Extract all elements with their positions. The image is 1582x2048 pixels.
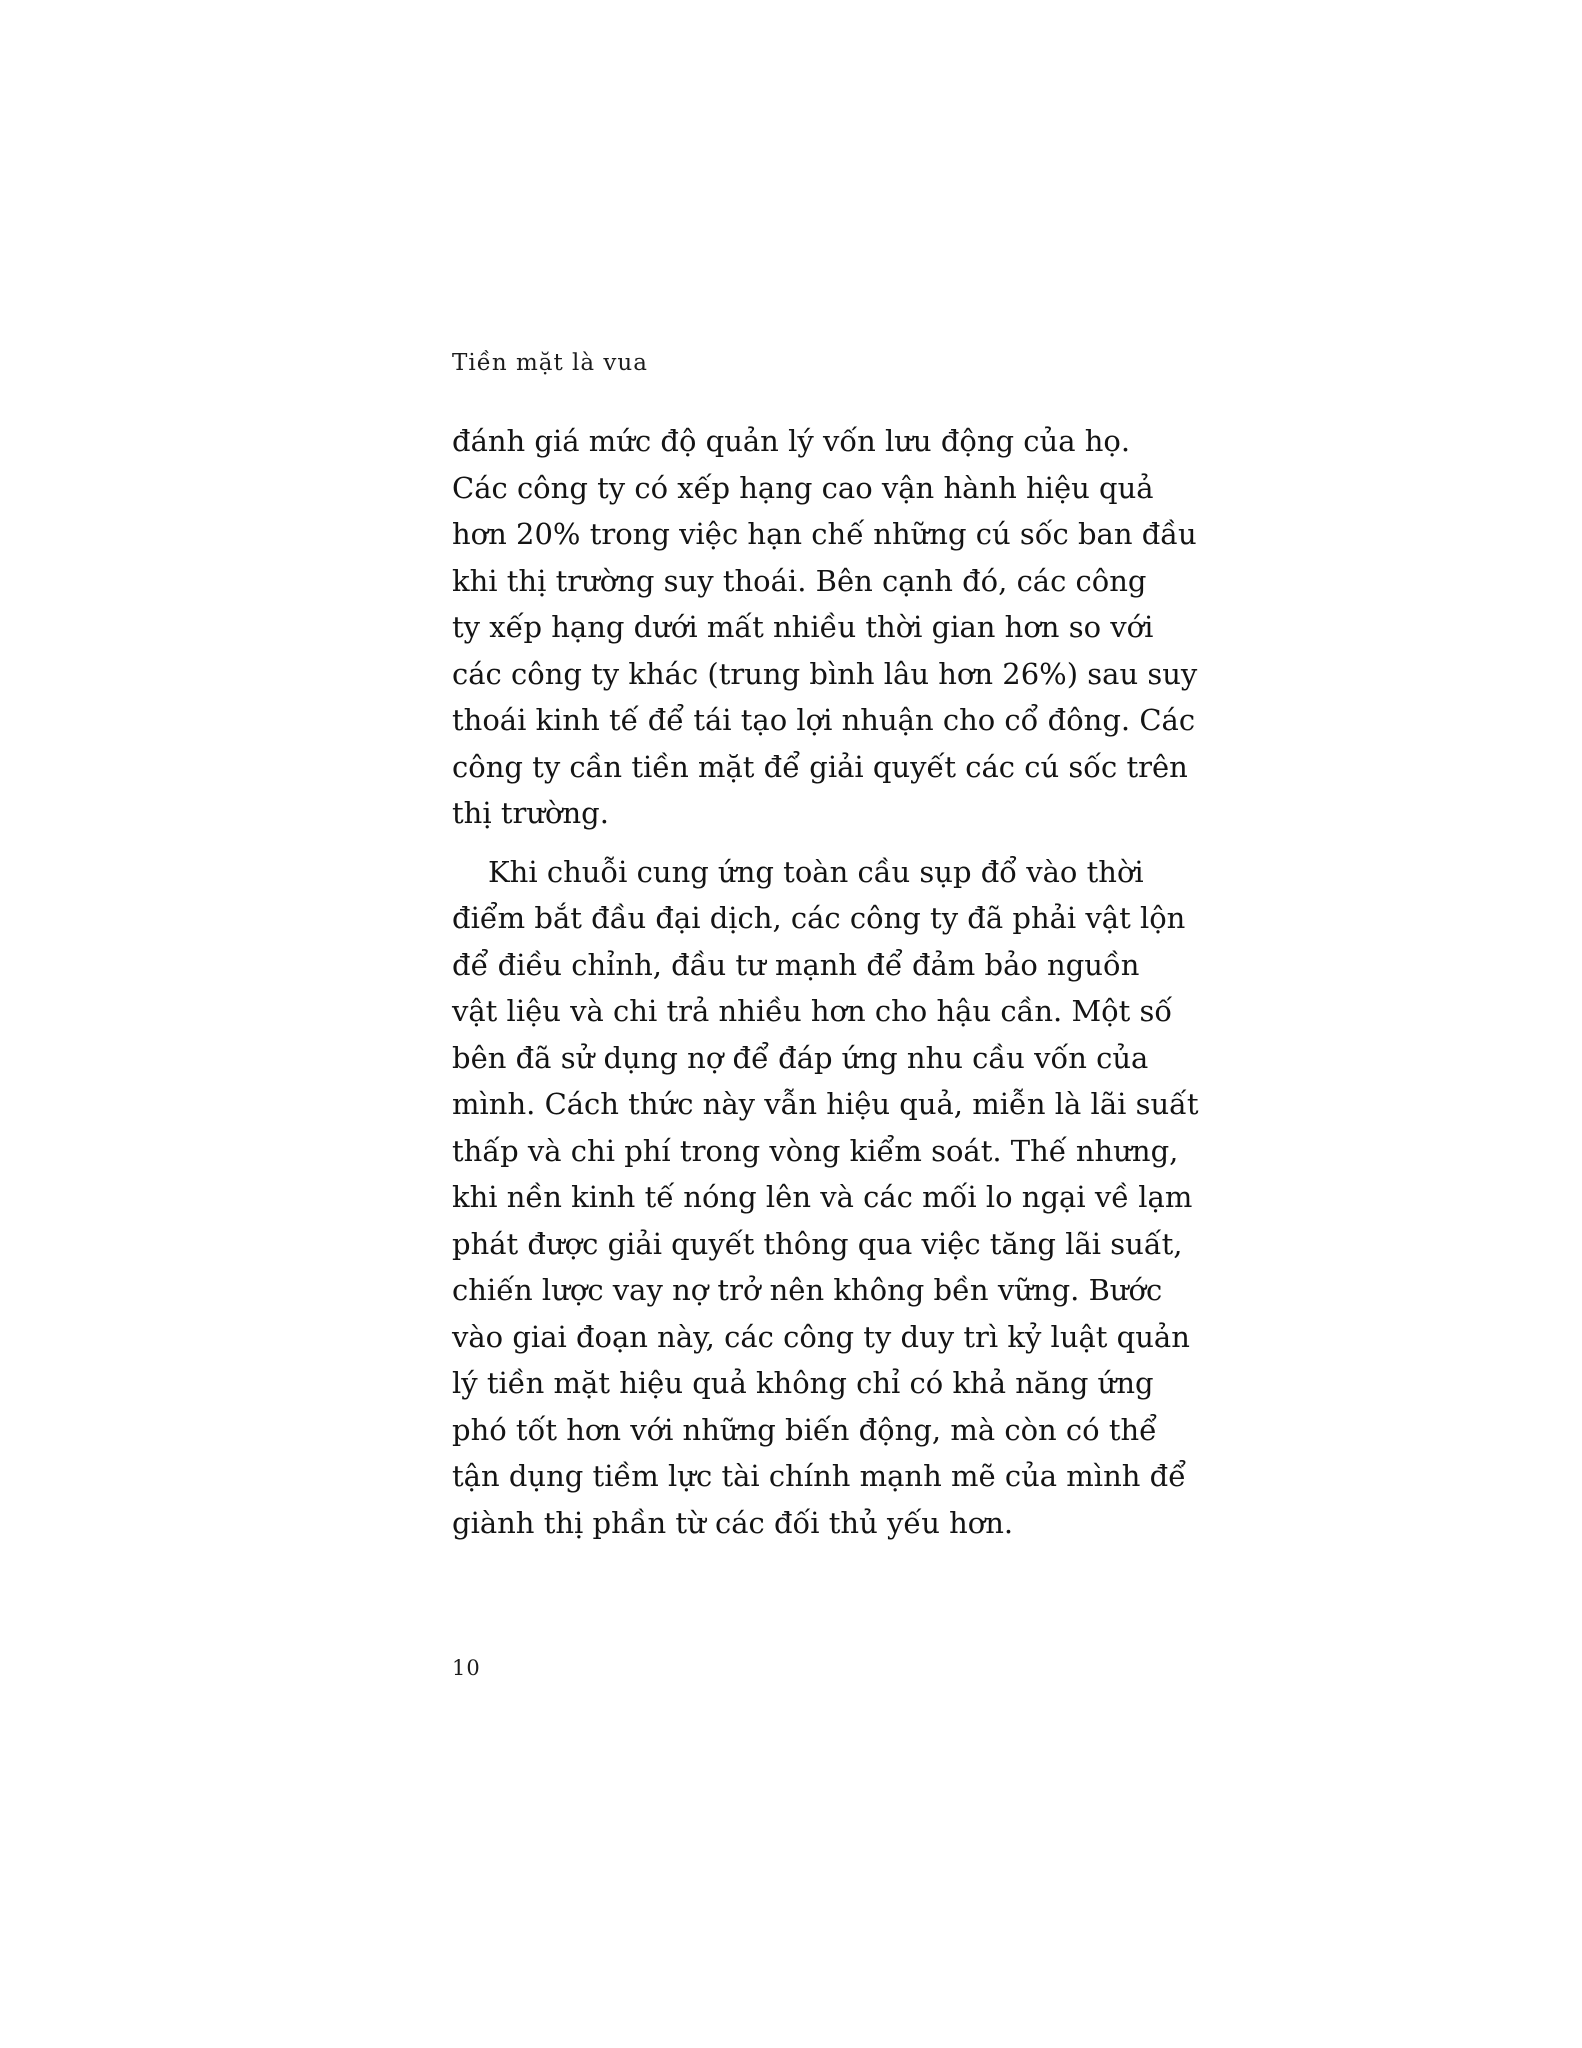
body-text <box>452 418 1199 1546</box>
text-line: giành thị phần từ các đối thủ yếu hơn. <box>452 1505 1014 1540</box>
text-line: Các công ty có xếp hạng cao vận hành hiệu quả <box>452 470 1154 505</box>
text-line: lý tiền mặt hiệu quả không chỉ có khả năng ứng <box>452 1366 1154 1400</box>
text-line: bên đã sử dụng nợ để đáp ứng nhu cầu vốn của <box>452 1040 1149 1075</box>
text-line: Khi chuỗi cung ứng toàn cầu sụp đổ vào thời <box>488 854 1144 889</box>
page-number: 10 <box>452 1656 481 1680</box>
paragraph-1 <box>452 418 1198 837</box>
text-line: thấp và chi phí trong vòng kiểm soát. Thế nhưng, <box>452 1133 1179 1168</box>
text-line: đánh giá mức độ quản lý vốn lưu động của họ. <box>452 424 1131 458</box>
text-line: công ty cần tiền mặt để giải quyết các cú sốc trên <box>452 749 1188 784</box>
text-line: ty xếp hạng dưới mất nhiều thời gian hơn so với <box>452 610 1154 644</box>
text-line: thoái kinh tế để tái tạo lợi nhuận cho cổ đông. Các <box>452 703 1196 737</box>
text-line: chiến lược vay nợ trở nên không bền vững. Bước <box>452 1273 1163 1307</box>
text-line: vật liệu và chi trả nhiều hơn cho hậu cần. Một số <box>452 994 1173 1028</box>
text-line: để điều chỉnh, đầu tư mạnh để đảm bảo nguồn <box>452 947 1140 982</box>
text-line: phát được giải quyết thông qua việc tăng lãi suất, <box>452 1226 1183 1261</box>
text-line: điểm bắt đầu đại dịch, các công ty đã phải vật lộn <box>452 901 1186 935</box>
paragraph-gap <box>452 837 1112 849</box>
text-line: khi thị trường suy thoái. Bên cạnh đó, các công <box>452 563 1147 598</box>
text-line: thị trường. <box>452 796 609 830</box>
text-line: phó tốt hơn với những biến động, mà còn có thể <box>452 1412 1158 1447</box>
text-line: khi nền kinh tế nóng lên và các mối lo ngại về lạm <box>452 1180 1193 1214</box>
paragraph-2 <box>452 849 1199 1547</box>
text-line: mình. Cách thức này vẫn hiệu quả, miễn là lãi suất <box>452 1087 1199 1121</box>
text-line: tận dụng tiềm lực tài chính mạnh mẽ của mình để <box>452 1459 1187 1493</box>
text-line: hơn 20% trong việc hạn chế những cú sốc ban đầu <box>452 517 1197 551</box>
text-line: các công ty khác (trung bình lâu hơn 26%) sau suy <box>452 656 1198 691</box>
running-header: Tiền mặt là vua <box>452 350 648 376</box>
text-line: vào giai đoạn này, các công ty duy trì kỷ luật quản <box>452 1319 1190 1354</box>
